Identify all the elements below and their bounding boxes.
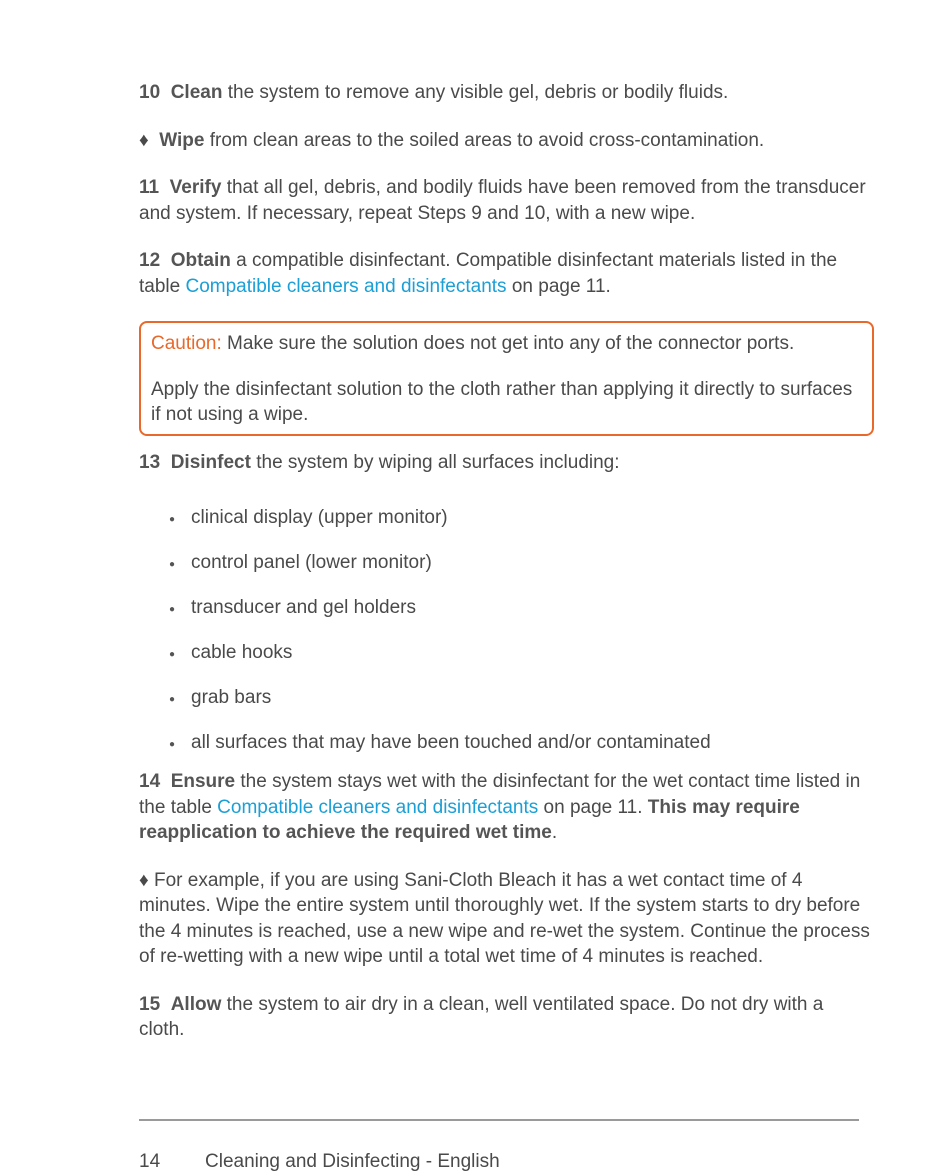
bullet-icon: ● — [169, 604, 176, 615]
step-keyword: Disinfect — [170, 451, 251, 473]
step-number: 13 — [139, 451, 161, 473]
bullet-icon: ● — [169, 514, 176, 525]
step-text: the system by wiping all surfaces including: — [250, 451, 620, 473]
footer-title: Cleaning and Disinfecting - English — [205, 1151, 500, 1172]
step-emphasis: This may require reapplication to achieve the required wet time — [139, 796, 800, 843]
step-keyword: Clean — [170, 82, 223, 103]
step-keyword: Ensure — [170, 771, 236, 792]
caution-text: Make sure the solution does not get into any of the connector ports. — [221, 333, 795, 354]
bullet-icon: ● — [169, 739, 176, 750]
step-number: 12 — [139, 250, 161, 271]
surface-list — [169, 505, 874, 755]
step-keyword: Obtain — [170, 250, 231, 271]
step-10 — [139, 80, 874, 106]
list-item: ● grab bars — [169, 685, 874, 710]
step-text-tail: on page 11. — [506, 275, 611, 297]
compatible-cleaners-link[interactable]: Compatible cleaners and disinfectants — [217, 796, 539, 818]
step-text: the system stays wet with the disinfectant for the wet contact time listed in the table — [139, 771, 861, 818]
note-text: For example, if you are using Sani-Cloth Bleach it has a wet contact time of 4 minutes. Wipe the entire system until thoroughly wet. If the system starts to dry before the 4 minutes is reached, use a new wipe and re-wet the system. Continue the process of re-wetting with a new wipe until a total wet time of 4 minutes is reached. — [139, 869, 870, 967]
note-keyword: Wipe — [159, 129, 205, 151]
list-item: ● control panel (lower monitor) — [169, 550, 874, 575]
document-body — [139, 80, 874, 1065]
bullet-icon: ● — [169, 649, 176, 660]
step-text: a compatible disinfectant. Compatible disinfectant materials listed in the table — [139, 250, 838, 297]
note-example — [139, 868, 874, 970]
step-keyword: Verify — [169, 177, 222, 198]
step-14 — [139, 769, 874, 846]
note-wipe — [139, 128, 874, 154]
bullet-icon: ● — [169, 694, 176, 705]
list-item: ● clinical display (upper monitor) — [169, 505, 874, 530]
caution-box — [139, 321, 874, 436]
step-text-tail: . — [551, 822, 558, 843]
compatible-cleaners-link[interactable]: Compatible cleaners and disinfectants — [185, 275, 507, 297]
step-13 — [139, 450, 874, 476]
list-item: ● cable hooks — [169, 640, 874, 665]
caution-label: Caution: — [151, 333, 222, 354]
step-number: 14 — [139, 771, 161, 792]
list-item: ● all surfaces that may have been touched and/or contaminated — [169, 730, 874, 755]
step-15 — [139, 992, 874, 1043]
step-text: that all gel, debris, and bodily fluids have been removed from the transducer and system. If necessary, repeat Steps 9 and 10, with a new wipe. — [139, 177, 866, 224]
step-11 — [139, 175, 874, 226]
diamond-icon: ♦ — [139, 869, 149, 891]
page-footer — [139, 1150, 500, 1174]
bullet-icon: ● — [169, 559, 176, 570]
footer-divider — [139, 1119, 859, 1121]
step-text: the system to remove any visible gel, debris or bodily fluids. — [222, 82, 729, 103]
diamond-icon: ♦ — [139, 129, 149, 151]
step-text: the system to air dry in a clean, well ventilated space. Do not dry with a cloth. — [139, 993, 824, 1040]
step-text-mid: on page 11. — [538, 796, 648, 818]
list-item: ● transducer and gel holders — [169, 595, 874, 620]
step-number: 15 — [139, 993, 161, 1015]
step-number: 10 — [139, 82, 161, 103]
step-12 — [139, 248, 874, 299]
page-number: 14 — [139, 1151, 161, 1172]
step-keyword: Allow — [170, 993, 222, 1015]
note-text: from clean areas to the soiled areas to avoid cross-contamination. — [204, 129, 765, 151]
step-number: 11 — [139, 177, 160, 198]
caution-line-1 — [151, 331, 862, 357]
caution-line-2: Apply the disinfectant solution to the cloth rather than applying it directly to surfaces if not using a wipe. — [151, 378, 853, 425]
